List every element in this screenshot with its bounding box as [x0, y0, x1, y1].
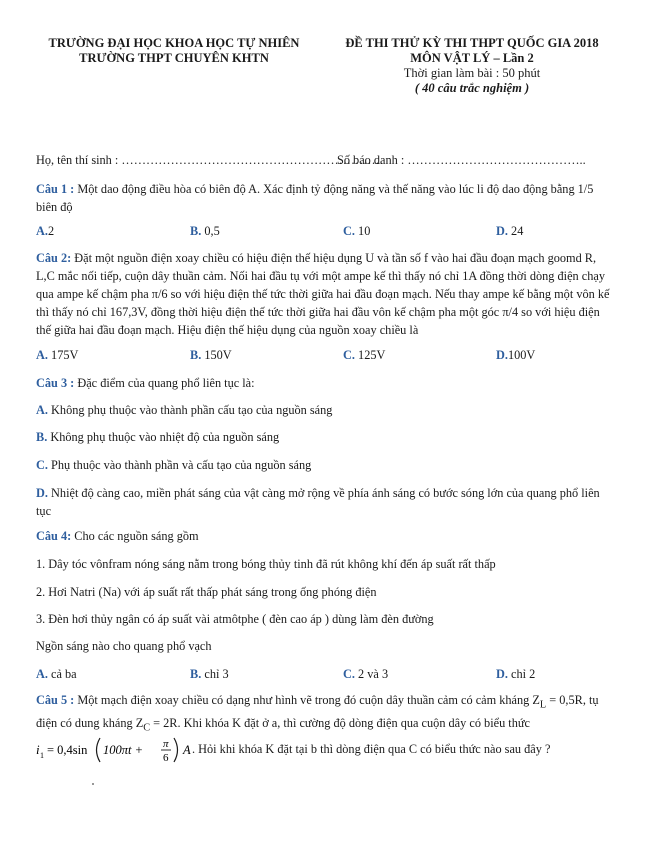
- option-b[interactable]: [190, 666, 229, 682]
- question-3-option-a[interactable]: [36, 401, 614, 419]
- option-text: chỉ 3: [201, 667, 229, 681]
- option-text: 10: [354, 224, 371, 238]
- option-label: B.: [36, 430, 48, 444]
- exam-title: ĐỀ THI THỬ KỲ THI THPT QUỐC GIA 2018: [345, 36, 599, 50]
- subscript-l: L: [539, 699, 547, 711]
- right-paren: [174, 738, 178, 762]
- formula-eq: = 0,4sin: [47, 743, 88, 757]
- option-text: 150V: [201, 348, 232, 362]
- question-4-label: Câu 4:: [36, 529, 72, 543]
- option-c[interactable]: [343, 223, 370, 239]
- option-label: D.: [36, 486, 48, 500]
- formula-frac-den: 6: [163, 752, 169, 764]
- question-4-text: Cho các nguồn sáng gồm: [71, 529, 199, 543]
- option-label: D.: [496, 224, 508, 238]
- formula-lhs: i: [36, 742, 40, 757]
- formula-lhs-sub: 1: [40, 751, 44, 760]
- option-label: C.: [36, 458, 48, 472]
- question-1: [36, 180, 614, 216]
- question-2-text: Đặt một nguồn điện xoay chiều có hiệu điện thế hiệu dụng U và tần số f vào hai đầu đoạn mạch goomd R, L,C mắc nối tiếp, cuộn dây thuần cảm. Nối hai đầu tụ với một ampe kế thì thấy nó chỉ 1A đồng thời dòng điện chạy qua ampe kế chậm pha π/6 so với hiệu điện thế tức thời giữa hai đầu đoạn mạch. Nếu thay ampe kế bằng một vôn kế thì thấy nó chỉ 167,3V, đồng thời hiệu điện thế tức thời giữa hai đầu vôn kế chậm pha một góc π/4 so với hiệu điện thế giữa hai đầu đoạn mạch. Hiệu điện thế hiệu dụng của nguồn xoay chiều là: [36, 251, 610, 337]
- question-3: [36, 374, 614, 392]
- option-text: Không phụ thuộc vào thành phần cấu tạo của nguồn sáng: [47, 403, 333, 417]
- question-4-item-3: 3. Đèn hơi thủy ngân có áp suất vài atmôtphe ( đèn cao áp ) dùng làm đèn đường: [36, 612, 434, 626]
- option-label: D.: [496, 348, 508, 362]
- option-text: 2 và 3: [354, 667, 389, 681]
- question-3-option-d[interactable]: [36, 484, 614, 520]
- question-3-option-c[interactable]: [36, 456, 614, 474]
- formula-unit: A: [183, 743, 191, 757]
- option-text: 0,5: [201, 224, 220, 238]
- option-text: Không phụ thuộc vào nhiệt độ của nguồn sáng: [47, 430, 280, 444]
- option-text: 2: [47, 224, 55, 238]
- option-a[interactable]: [36, 666, 77, 682]
- formula-inner: 100πt +: [103, 743, 144, 757]
- option-label: A.: [36, 348, 48, 362]
- question-5-text-b: = 0,5R, tụ điện có dung kháng Z: [36, 693, 599, 731]
- option-c[interactable]: [343, 666, 388, 682]
- option-label: C.: [343, 667, 355, 681]
- option-b[interactable]: [190, 223, 220, 239]
- option-label: B.: [190, 667, 202, 681]
- question-4: [36, 527, 614, 545]
- option-text: 125V: [354, 348, 386, 362]
- option-text: 100V: [507, 348, 536, 362]
- option-b[interactable]: [190, 347, 232, 363]
- option-a[interactable]: [36, 223, 54, 239]
- question-1-text: Một dao động điều hòa có biên độ A. Xác định tỷ động năng và thế năng vào lúc li độ dao động bằng 1/5 biên độ: [36, 182, 594, 214]
- option-label: B.: [190, 348, 202, 362]
- option-a[interactable]: [36, 347, 78, 363]
- subscript-c: C: [143, 722, 151, 734]
- question-3-text: Đặc điểm của quang phổ liên tục là:: [77, 376, 255, 390]
- candidate-id-field: Số báo danh : ……………………………………..: [337, 153, 586, 167]
- exam-header: [322, 36, 622, 96]
- option-d[interactable]: [496, 347, 535, 363]
- candidate-info: [36, 151, 614, 169]
- option-text: Phụ thuộc vào thành phần và cấu tạo của nguồn sáng: [47, 458, 312, 472]
- question-2: [36, 249, 614, 339]
- option-text: cả ba: [47, 667, 77, 681]
- option-label: C.: [343, 348, 355, 362]
- question-5-label: Câu 5 :: [36, 693, 75, 707]
- question-4-prompt: Ngồn sáng nào cho quang phổ vạch: [36, 639, 212, 653]
- subject-title: MÔN VẬT LÝ – Lần 2: [410, 51, 534, 65]
- current-formula: [36, 734, 616, 766]
- option-text: Nhiệt độ càng cao, miền phát sáng của vật càng mở rộng về phía ánh sáng có bước sóng lớn của quang phổ liên tục: [36, 486, 600, 518]
- question-3-option-b[interactable]: [36, 428, 614, 446]
- question-5-text-a: Một mạch điện xoay chiều có dạng như hình vẽ trong đó cuộn dây thuần cảm có cảm kháng Z: [77, 693, 540, 707]
- university-name: TRƯỜNG ĐẠI HỌC KHOA HỌC TỰ NHIÊN: [48, 36, 300, 50]
- question-1-label: Câu 1 :: [36, 182, 75, 196]
- option-d[interactable]: [496, 223, 523, 239]
- school-name: TRƯỜNG THPT CHUYÊN KHTN: [79, 51, 269, 65]
- formula-graphic: [36, 734, 192, 766]
- option-label: A.: [36, 667, 48, 681]
- time-limit: Thời gian làm bài : 50 phút: [403, 66, 541, 80]
- option-label: A.: [36, 403, 48, 417]
- formula-frac-num: π: [163, 738, 169, 750]
- question-5-text-c: = 2R. Khi khóa K đặt ở a, thì cường độ dòng điện qua cuộn dây có biểu thức: [150, 716, 530, 731]
- school-header: [38, 36, 310, 66]
- option-text: chỉ 2: [507, 667, 536, 681]
- option-c[interactable]: [343, 347, 385, 363]
- option-text: 175V: [47, 348, 79, 362]
- option-label: D.: [496, 667, 508, 681]
- option-label: A.: [36, 224, 48, 238]
- option-d[interactable]: [496, 666, 535, 682]
- stray-mark: [92, 783, 94, 785]
- question-4-item-1: 1. Dây tóc vônfram nóng sáng nằm trong bóng thủy tinh đã rút không khí đến áp suất rất thấp: [36, 557, 496, 571]
- left-paren: [97, 738, 101, 762]
- question-4-item-2: 2. Hơi Natri (Na) với áp suất rất thấp phát sáng trong ống phóng điện: [36, 585, 377, 599]
- option-label: C.: [343, 224, 355, 238]
- option-text: 24: [507, 224, 524, 238]
- question-5-text-after: . Hỏi khi khóa K đặt tại b thì dòng điện qua C có biểu thức nào sau đây ?: [192, 742, 551, 756]
- question-2-label: Câu 2:: [36, 251, 72, 265]
- question-count: ( 40 câu trắc nghiệm ): [414, 81, 530, 95]
- candidate-name-field: Họ, tên thí sinh : ……………………………………………………….: [36, 153, 383, 167]
- question-3-label: Câu 3 :: [36, 376, 75, 390]
- option-label: B.: [190, 224, 202, 238]
- question-5: [36, 691, 614, 738]
